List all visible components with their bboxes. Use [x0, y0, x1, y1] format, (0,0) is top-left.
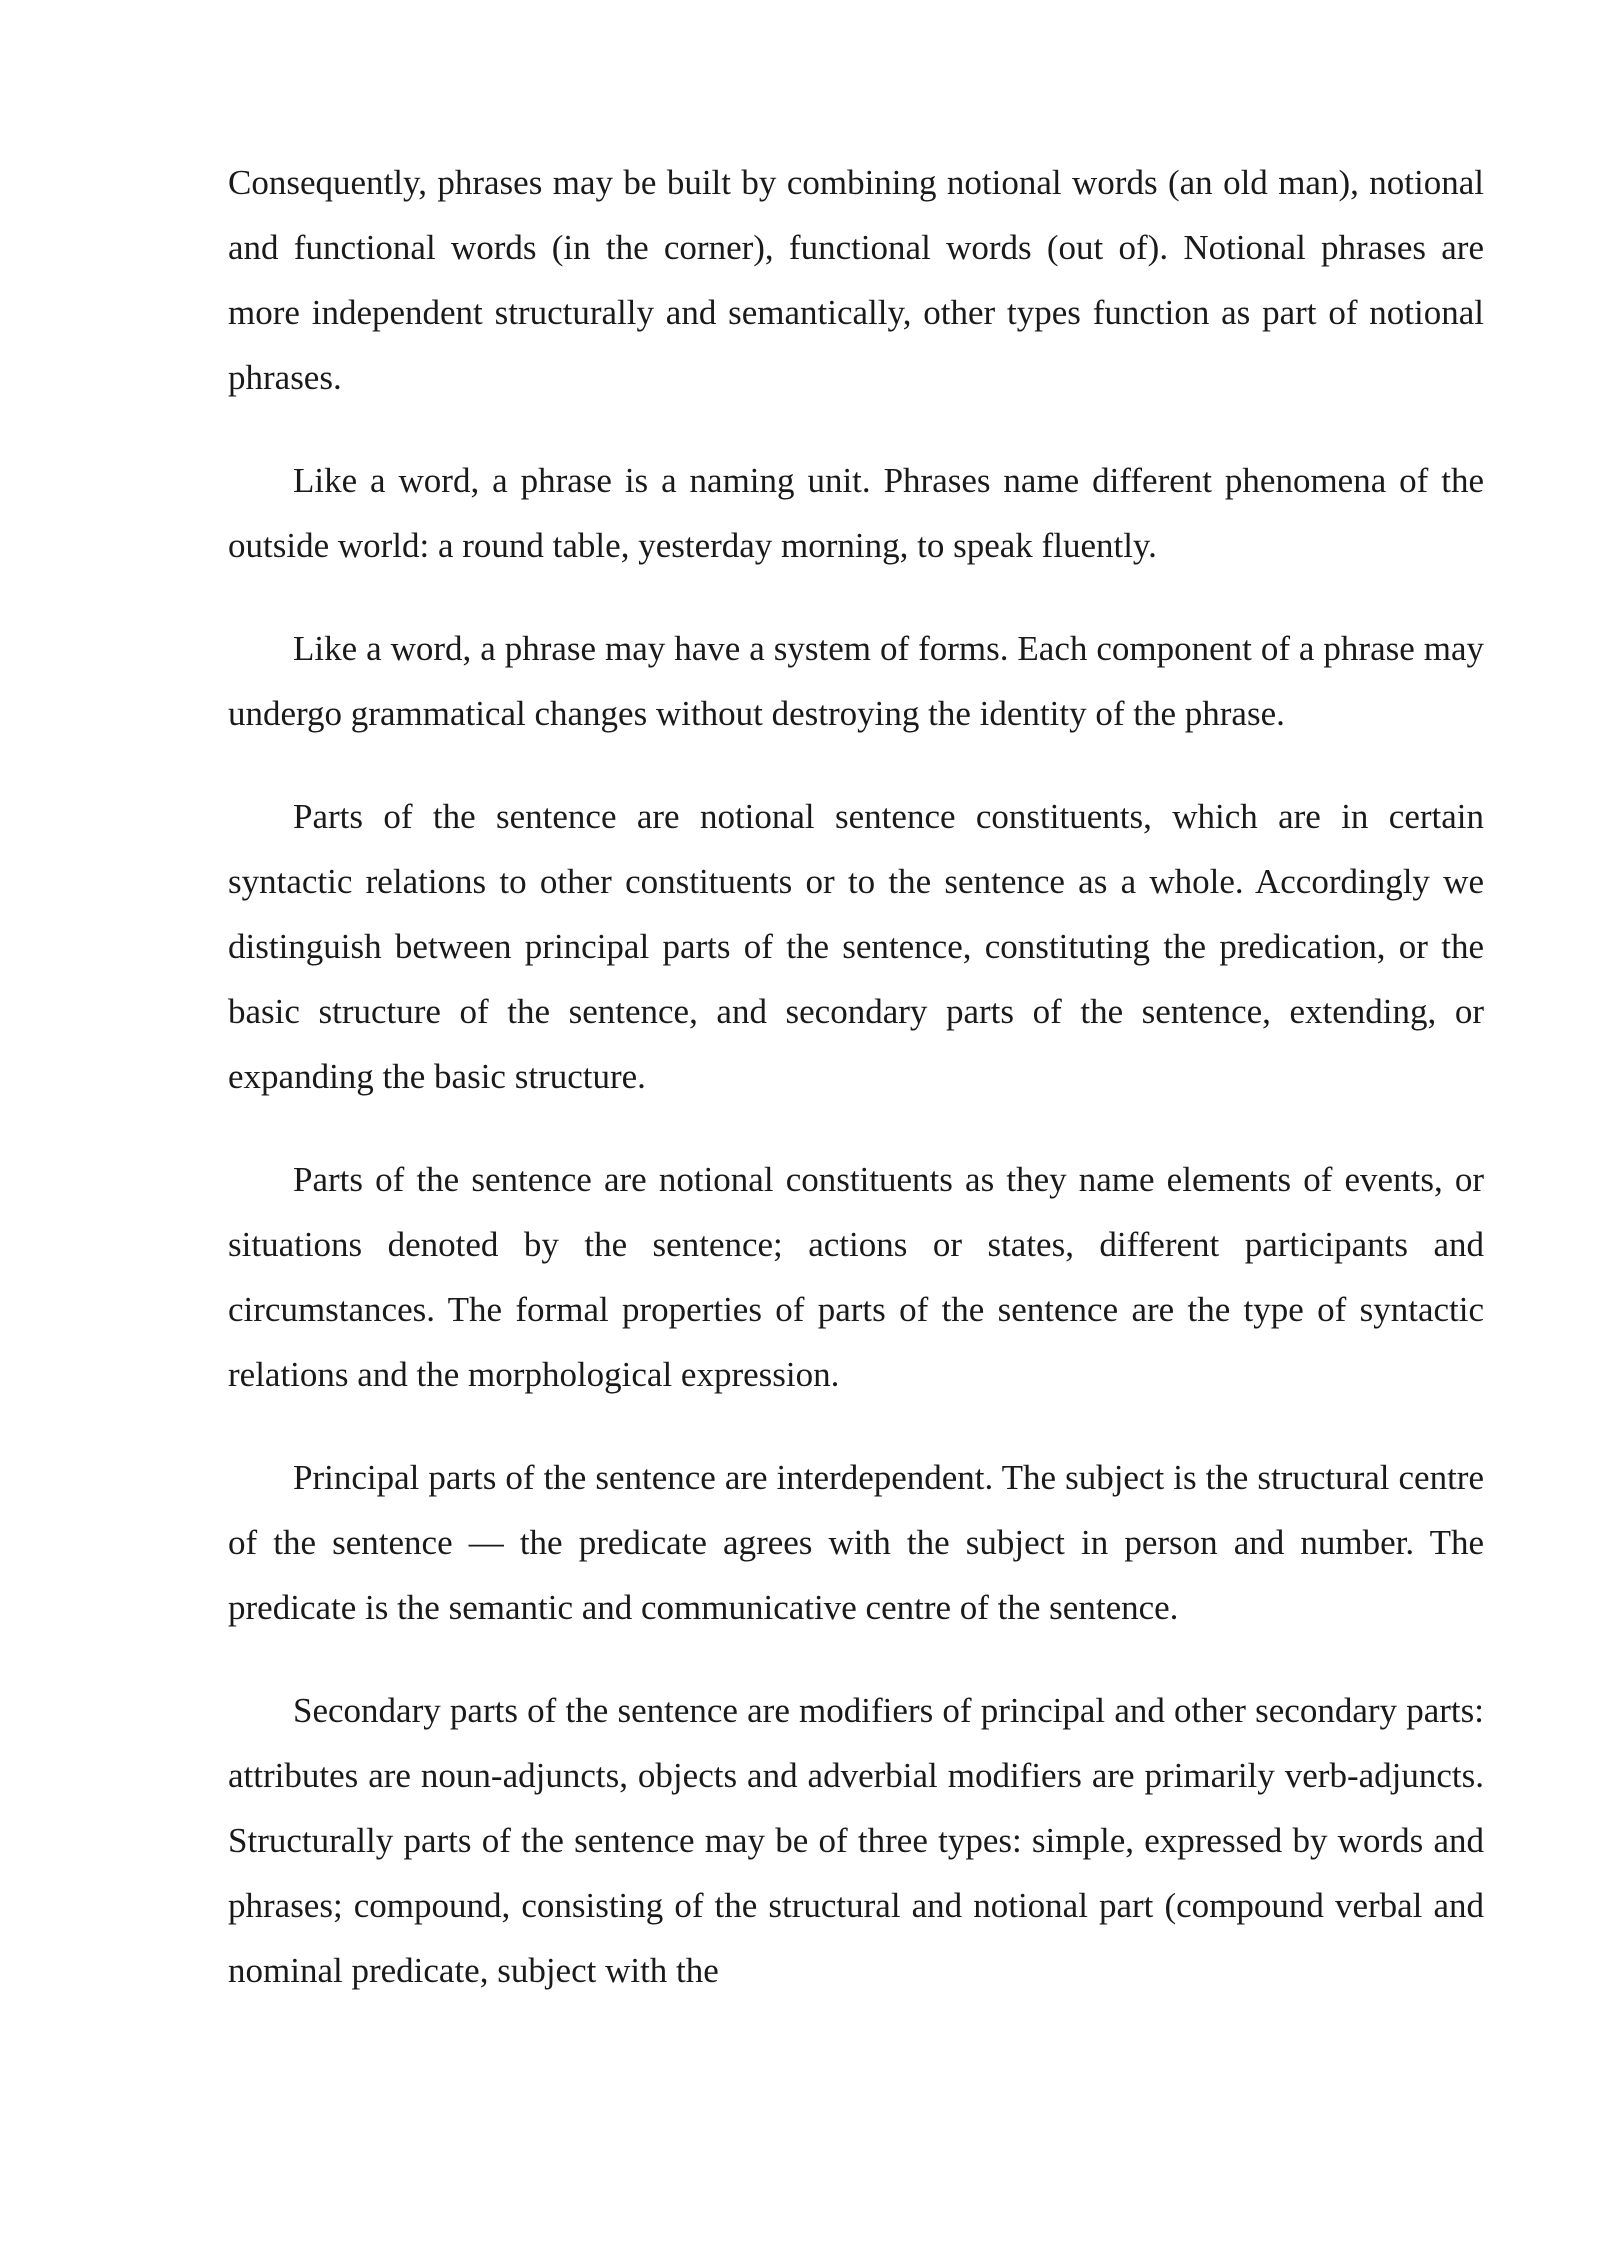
paragraph-4: Parts of the sentence are notional sentence constituents, which are in certain syntactic relations to other constituents or to the sentence as a whole. Accordingly we distinguish between principal parts of the sentence, constituting the predication, or the basic structure of the sentence, and secondary parts of the sentence, extending, or expanding the basic structure. — [228, 797, 1484, 1096]
paragraph-5: Parts of the sentence are notional constituents as they name elements of events, or situations denoted by the sentence; actions or states, different participants and circumstances. The formal properties of parts of the sentence are the type of syntactic relations and the morphological expression. — [228, 1160, 1484, 1394]
body-text — [228, 150, 1484, 2041]
paragraph-3: Like a word, a phrase may have a system of forms. Each component of a phrase may undergo grammatical changes without destroying the identity of the phrase. — [228, 629, 1484, 733]
paragraph-1: Consequently, phrases may be built by combining notional words (an old man), notional and functional words (in the corner), functional words (out of). Notional phrases are more independent structurally and semantically, other types function as part of notional phrases. — [228, 163, 1484, 397]
paragraph-6: Principal parts of the sentence are interdependent. The subject is the structural centre of the sentence — the predicate agrees with the subject in person and number. The predicate is the semantic and communicative centre of the sentence. — [228, 1458, 1484, 1627]
paragraph-7: Secondary parts of the sentence are modifiers of principal and other secondary parts: attributes are noun-adjuncts, objects and adverbial modifiers are primarily verb-adjuncts. Structurally parts of the sentence may be of three types: simple, expressed by words and phrases; compound, consisting of the structural and notional part (compound verbal and nominal predicate, subject with the — [228, 1691, 1484, 1990]
paragraph-2: Like a word, a phrase is a naming unit. Phrases name different phenomena of the outside world: a round table, yesterday morning, to speak fluently. — [228, 461, 1484, 565]
